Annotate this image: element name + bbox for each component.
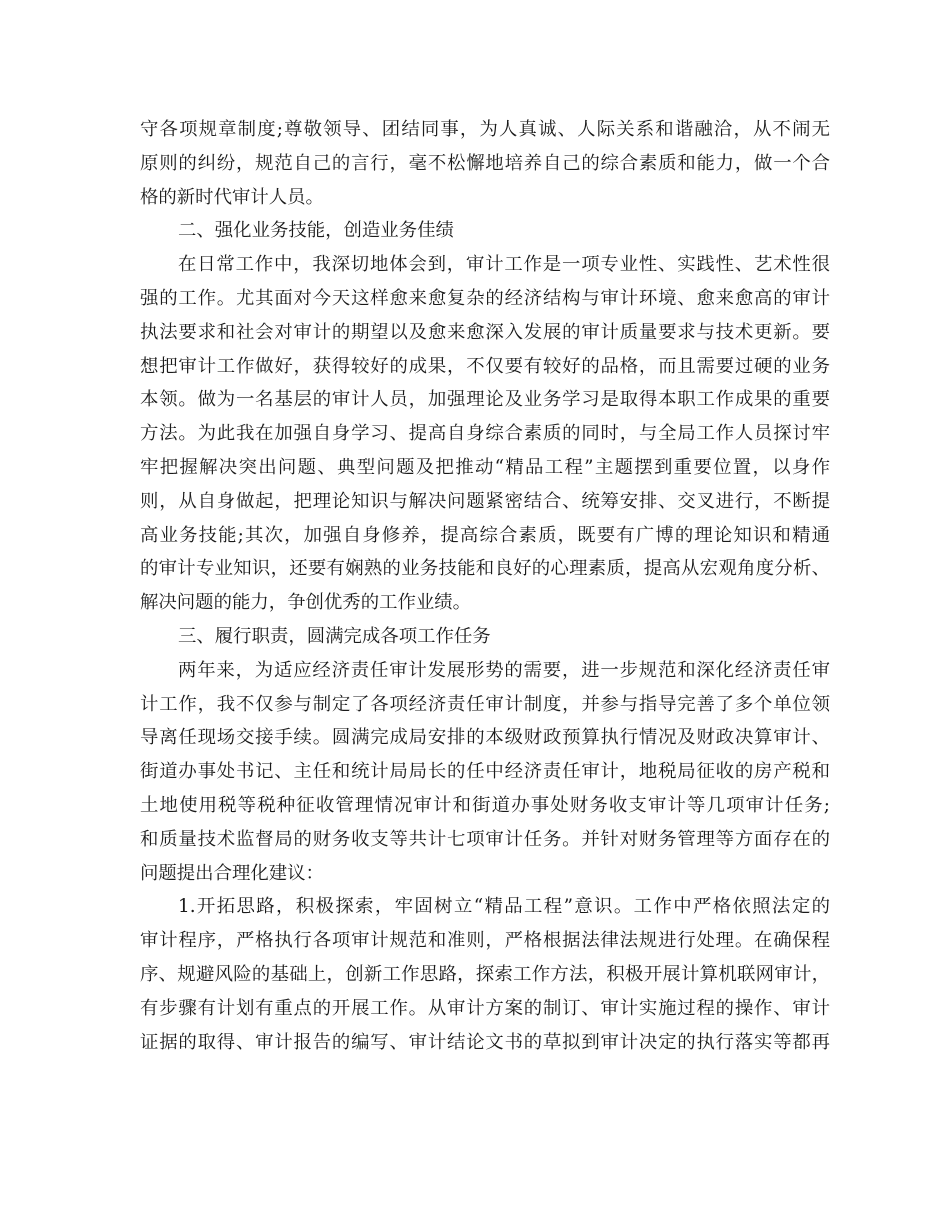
text-line: 和质量技术监督局的财务收支等共计七项审计任务。并针对财务管理等方面存在的 xyxy=(140,828,830,850)
section-heading: 二、强化业务技能，创造业务佳绩 xyxy=(178,220,454,242)
text-line: 1.开拓思路，积极探索，牢固树立“精品工程”意识。工作中严格依照法定的 xyxy=(178,896,830,918)
text-line: 高业务技能;其次，加强自身修养，提高综合素质，既要有广博的理论知识和精通 xyxy=(140,524,830,546)
text-line: 导离任现场交接手续。圆满完成局安排的本级财政预算执行情况及财政决算审计、 xyxy=(140,727,830,749)
text-line: 原则的纠纷，规范自己的言行，毫不松懈地培养自己的综合素质和能力，做一个合 xyxy=(140,152,830,174)
document-body xyxy=(140,113,830,1059)
text-line: 的审计专业知识，还要有娴熟的业务技能和良好的心理素质，提高从宏观角度分析、 xyxy=(140,558,830,580)
text-line: 土地使用税等税种征收管理情况审计和街道办事处财务收支审计等几项审计任务; xyxy=(140,794,830,816)
text-line: 审计程序，严格执行各项审计规范和准则，严格根据法律法规进行处理。在确保程 xyxy=(140,930,830,952)
text-line: 问题提出合理化建议： xyxy=(140,862,324,884)
text-line: 想把审计工作做好，获得较好的成果，不仅要有较好的品格，而且需要过硬的业务 xyxy=(140,355,830,377)
text-line: 守各项规章制度;尊敬领导、团结同事，为人真诚、人际关系和谐融洽，从不闹无 xyxy=(140,119,830,140)
text-line: 序、规避风险的基础上，创新工作思路，探索工作方法，积极开展计算机联网审计， xyxy=(140,963,830,985)
text-line: 解决问题的能力，争创优秀的工作业绩。 xyxy=(140,592,472,614)
text-line: 在日常工作中，我深切地体会到，审计工作是一项专业性、实践性、艺术性很 xyxy=(178,254,830,276)
text-line: 本领。做为一名基层的审计人员，加强理论及业务学习是取得本职工作成果的重要 xyxy=(140,389,830,411)
text-line: 街道办事处书记、主任和统计局局长的任中经济责任审计，地税局征收的房产税和 xyxy=(140,761,830,783)
text-line: 计工作，我不仅参与制定了各项经济责任审计制度，并参与指导完善了多个单位领 xyxy=(140,693,830,715)
text-line: 则，从自身做起，把理论知识与解决问题紧密结合、统筹安排、交叉进行，不断提 xyxy=(140,490,830,512)
text-line: 强的工作。尤其面对今天这样愈来愈复杂的经济结构与审计环境、愈来愈高的审计 xyxy=(140,287,830,309)
text-line: 执法要求和社会对审计的期望以及愈来愈深入发展的审计质量要求与技术更新。要 xyxy=(140,321,830,343)
text-line: 牢把握解决突出问题、典型问题及把推动“精品工程”主题摆到重要位置，以身作 xyxy=(140,456,830,478)
text-line: 两年来，为适应经济责任审计发展形势的需要，进一步规范和深化经济责任审 xyxy=(178,659,830,681)
text-line: 证据的取得、审计报告的编写、审计结论文书的草拟到审计决定的执行落实等都再 xyxy=(140,1031,830,1053)
text-line: 有步骤有计划有重点的开展工作。从审计方案的制订、审计实施过程的操作、审计 xyxy=(140,997,830,1019)
section-heading: 三、履行职责，圆满完成各项工作任务 xyxy=(178,625,491,647)
text-line: 格的新时代审计人员。 xyxy=(140,186,324,208)
text-line: 方法。为此我在加强自身学习、提高自身综合素质的同时，与全局工作人员探讨牢 xyxy=(140,423,830,445)
